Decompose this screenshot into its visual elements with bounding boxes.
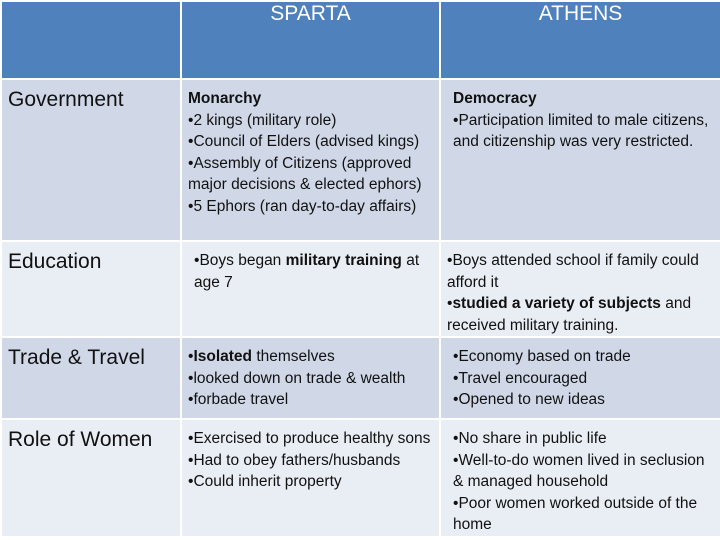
government-sparta-heading: Monarchy (188, 90, 262, 107)
list-item: • Economy based on trade (453, 346, 714, 368)
row-trade-travel (1, 337, 720, 419)
trade-athens-cell (440, 337, 720, 419)
list-item: • Travel encouraged (453, 368, 714, 390)
list-item (194, 250, 433, 293)
list-item: • Council of Elders (advised kings) (188, 131, 433, 153)
list-item: • Participation limited to male citizens, and citizenship was very restricted. (453, 110, 714, 153)
list-item: • No share in public life (453, 428, 714, 450)
text-run: and received military training. (447, 295, 692, 334)
row-label-trade-travel: Trade & Travel (1, 337, 181, 419)
list-item: • forbade travel (188, 389, 433, 411)
row-label-education: Education (1, 241, 181, 337)
text-run: Boys began (199, 252, 286, 269)
row-role-of-women (1, 419, 720, 537)
list-item: • Opened to new ideas (453, 389, 714, 411)
government-athens-cell (440, 79, 720, 241)
trade-sparta-cell (181, 337, 440, 419)
list-item: • 5 Ephors (ran day-to-day affairs) (188, 196, 433, 218)
government-athens-heading: Democracy (453, 90, 537, 107)
list-item (188, 346, 433, 368)
bold-text: Isolated (193, 348, 253, 365)
women-athens-cell (440, 419, 720, 537)
list-item (447, 250, 714, 293)
row-government (1, 79, 720, 241)
women-sparta-cell (181, 419, 440, 537)
header-sparta: SPARTA (181, 1, 440, 79)
text-run: Boys attended school if family could afford it (447, 252, 699, 291)
list-item: • Could inherit property (188, 471, 433, 493)
list-item: • Well-to-do women lived in seclusion & managed household (453, 450, 714, 493)
government-sparta-cell (181, 79, 440, 241)
list-item: • Assembly of Citizens (approved major decisions & elected ephors) (188, 153, 433, 196)
list-item: • Poor women worked outside of the home (453, 493, 714, 536)
education-sparta-cell (181, 241, 440, 337)
list-item: • looked down on trade & wealth (188, 368, 433, 390)
row-education (1, 241, 720, 337)
bold-text: military training (285, 252, 402, 269)
header-row (1, 1, 720, 79)
education-athens-cell (440, 241, 720, 337)
header-empty-cell (1, 1, 181, 79)
text-run: themselves (252, 348, 335, 365)
list-item (447, 293, 714, 336)
row-label-government: Government (1, 79, 181, 241)
row-label-role-of-women: Role of Women (1, 419, 181, 537)
list-item: • 2 kings (military role) (188, 110, 433, 132)
header-athens: ATHENS (440, 1, 720, 79)
text-run: at age 7 (194, 252, 420, 291)
bold-text: studied a variety of subjects (452, 295, 661, 312)
list-item: • Exercised to produce healthy sons (188, 428, 433, 450)
list-item: • Had to obey fathers/husbands (188, 450, 433, 472)
